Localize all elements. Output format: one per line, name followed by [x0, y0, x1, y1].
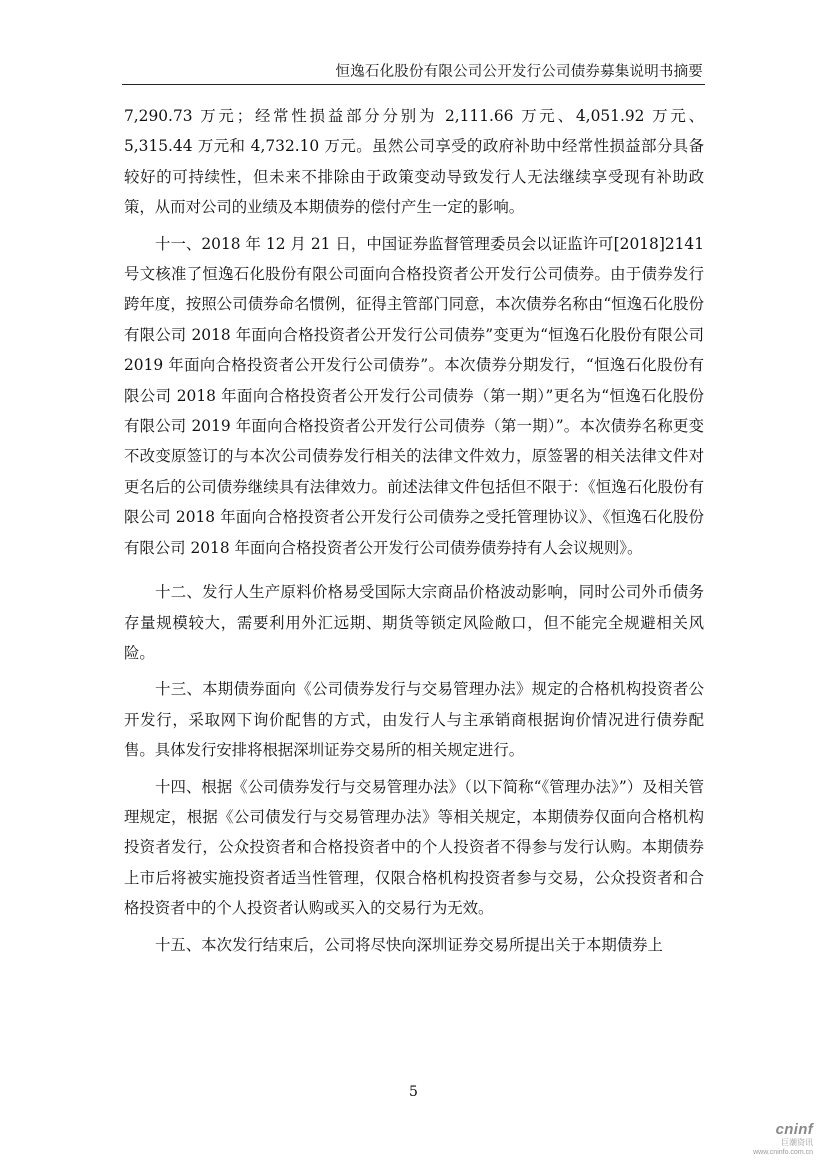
cninfo-watermark	[735, 1121, 813, 1157]
cninfo-url: www.cninfo.com.cn	[753, 1149, 813, 1156]
document-header-title: 恒逸石化股份有限公司公开发行公司债券募集说明书摘要	[335, 64, 703, 80]
paragraph-continuation: 7,290.73 万元；经常性损益部分分别为 2,111.66 万元、4,051.92 万元、5,315.44 万元和 4,732.10 万元。虽然公司享受的政府补助中经常性损益部分具备较好的可持续性，但未来不排除由于政策变动导致发行人无法继续享受现有补助政策，从而对公司的业绩及本期债券的偿付产生一定的影响。	[124, 107, 704, 217]
cninfo-logo: cninf	[775, 1121, 813, 1138]
cninfo-name: 巨潮资讯	[781, 1138, 813, 1147]
document-body	[124, 101, 704, 960]
paragraph-item-12: 十二、发行人生产原料价格易受国际大宗商品价格波动影响，同时公司外币债务存量规模较大，需要利用外汇远期、期货等锁定风险敞口，但不能完全规避相关风险。	[124, 583, 704, 662]
paragraph-item-13: 十三、本期债券面向《公司债券发行与交易管理办法》规定的合格机构投资者公开发行，采取网下询价配售的方式，由发行人与主承销商根据询价情况进行债券配售。具体发行安排将根据深圳证券交易所的相关规定进行。	[124, 680, 704, 760]
paragraph-item-14: 十四、根据《公司债券发行与交易管理办法》（以下简称“《管理办法》”）及相关管理规定，根据《公司债发行与交易管理办法》等相关规定，本期债券仅面向合格机构投资者发行，公众投资者和合格投资者中的个人投资者不得参与发行认购。本期债券上市后将被实施投资者适当性管理，仅限合格机构投资者参与交易，公众投资者和合格投资者中的个人投资者认购或买入的交易行为无效。	[124, 777, 704, 918]
page-number: 5	[409, 1084, 418, 1100]
paragraph-item-11: 十一、2018 年 12 月 21 日，中国证券监督管理委员会以证监许可[2018]2141 号文核准了恒逸石化股份有限公司面向合格投资者公开发行公司债券。由于债券发行跨年度，按照公司债券命名惯例，征得主管部门同意，本次债券名称由“恒逸石化股份有限公司 2018 年面向合格投资者公开发行公司债券”变更为“恒逸石化股份有限公司 2019 年面向合格投资者公开发行公司债券”。本次债券分期发行，“恒逸石化股份有限公司 2018 年面向合格投资者公开发行公司债券（第一期）”更名为“恒逸石化股份有限公司 2019 年面向合格投资者公开发行公司债券（第一期）”。本次债券名称更变不改变原签订的与本次公司债券发行相关的法律文件效力，原签署的相关法律文件对更名后的公司债券继续具有法律效力。前述法律文件包括但不限于：《恒逸石化股份有限公司 2018 年面向合格投资者公开发行公司债券之受托管理协议》、《恒逸石化股份有限公司 2018 年面向合格投资者公开发行公司债券债券持有人会议规则》。	[124, 234, 704, 557]
paragraph-item-15: 十五、本次发行结束后，公司将尽快向深圳证券交易所提出关于本期债券上	[155, 935, 663, 954]
header-divider	[122, 84, 705, 85]
